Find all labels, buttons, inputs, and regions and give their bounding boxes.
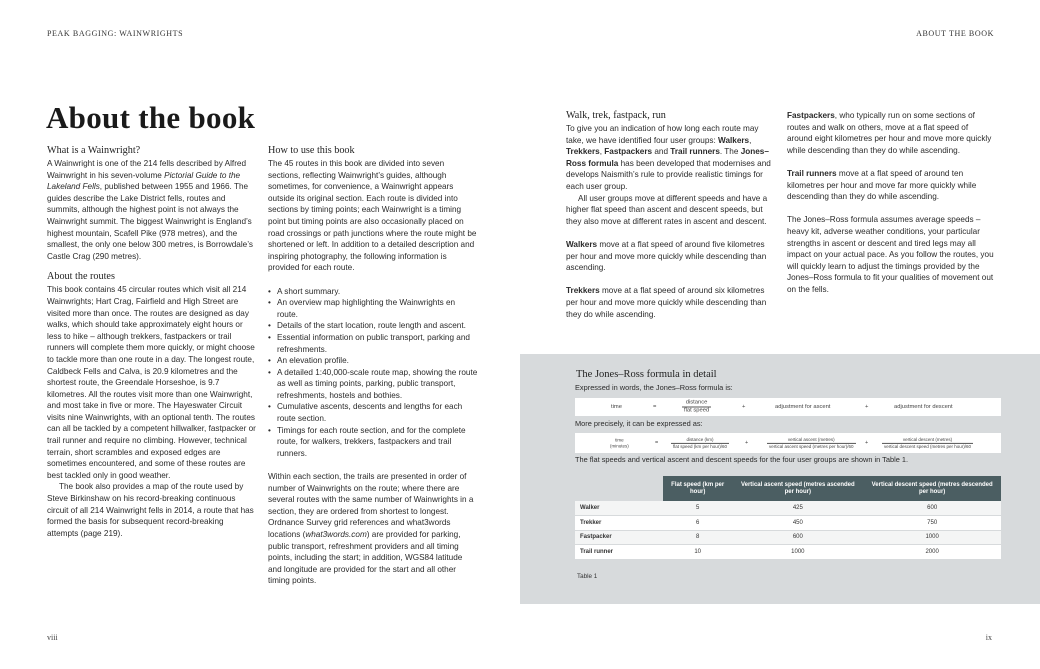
cell-descent: 2000 [863,545,1001,560]
column-header-flat: Flat speed (km per hour) [663,476,732,501]
cell-descent: 750 [863,516,1001,531]
cell-flat: 5 [663,501,732,516]
paragraph-routes: This book contains 45 circular routes which visit all 214 Wainwrights; Hart Crag, Fairfield and High Street are visited more than once. The routes are designed as day walks, which should take approximately eight hours or less to hike – although trekkers, fastpackers or trail runners will complete them more quickly, or might choose to tackle more than one route in a day. The longest route, Caldbeck Fells and Calva, is 20.9 kilometres and the shortest route, the Greendale Horseshoe, is 9.7 kilometres. All the routes visit more than one Wainwright, and most take in five or more. The Hayeswater Circuit visits nine Wainwrights, with an optional tenth. The routes can all be tackled by a competent hillwalker, fastpacker or trail runner and require no climbing. However, technical terrain, short scrambles and exposed edges are sometimes encountered, and some of these routes are best tackled only in good weather. [47,285,256,480]
list-item: • Details of the start location, route length and ascent. [268,320,478,332]
list-item: • Timings for each route section, and for the complete route, for walkers, trekkers, fastpackers and trail runners. [268,425,478,460]
cell-descent: 1000 [863,530,1001,545]
page-number-right: ix [985,633,992,642]
table-row [575,516,1001,531]
column-4 [787,110,995,296]
heading-about-the-routes: About the routes [47,271,115,283]
table-row [575,530,1001,545]
panel-intro-precise: More precisely, it can be expressed as: [575,419,703,428]
column-3 [566,110,772,320]
formula-plus: + [745,440,749,446]
table-row [575,545,1001,560]
cell-ascent: 425 [732,501,863,516]
panel-intro-words: Expressed in words, the Jones–Ross formula is: [575,383,733,392]
formula-equals: = [655,440,659,446]
list-item: • Essential information on public transport, parking and refreshments. [268,332,478,355]
formula-plus: + [742,404,746,410]
book-title: Pictorial Guide to the Lakeland Fells [47,170,241,192]
formula-equals: = [653,404,657,410]
formula-descent-term: adjustment for descent [894,404,953,410]
formula-plus: + [865,440,869,446]
paragraph-how-to-use: The 45 routes in this book are divided into seven sections, reflecting Wainwright’s guides, although sometimes, for convenience, a Wainwright appears outside its original section. Each route is divided into sections by timing points; each Wainwright is a timing point but timing points are also occasionally placed on road crossings or path junctions where the route might be shortened or left. In addition to a detailed description and inspiring photography, the following information is provided for each route. [268,159,477,273]
table-caption: Table 1 [577,573,598,580]
formula-time-minutes: time (minutes) [610,437,629,448]
column-header-ascent: Vertical ascent speed (metres ascended per hour) [732,476,863,501]
column-2 [268,145,478,587]
column-header-descent: Vertical descent speed (metres descended per hour) [863,476,1001,501]
cell-flat: 10 [663,545,732,560]
column-1 [47,145,256,539]
formula-ascent-term: $\frac{\text{vertical ascent (metres)}}{\text{vertical ascent speed (metres per hour)/60}}$ [769,436,854,449]
list-item: • Cumulative ascents, descents and lengths for each route section. [268,401,478,424]
panel-table-intro: The flat speeds and vertical ascent and descent speeds for the four user groups are shown in Table 1. [575,455,909,464]
row-label: Fastpacker [575,530,663,545]
cell-descent: 600 [863,501,1001,516]
panel-title: The Jones–Ross formula in detail [576,369,717,380]
what3words-link-text: what3words.com [305,530,367,539]
formula-ascent-term: adjustment for ascent [775,404,831,410]
paragraph-speeds: All user groups move at different speeds and have a higher flat speed than ascent and descent speeds, but they also move at different rates in ascent and descent. [566,193,768,226]
paragraph-fastpackers: Fastpackers, who typically run on some sections of routes and walk on others, move at a flat speed of around eight kilometres per hour and move more quickly while descending than they do while ascending. [787,111,992,155]
formula-words [575,398,1001,416]
list-item: • A short summary. [268,286,478,298]
paragraph-walkers: Walkers move at a flat speed of around five kilometres per hour and move more quickly while descending than ascending. [566,239,767,273]
cell-flat: 6 [663,516,732,531]
info-bullet-list [268,286,478,460]
formula-flat-term: $\frac{\text{distance (km)}}{\text{flat speed (km per hour)/60}}$ [673,436,728,449]
row-label: Trekker [575,516,663,531]
page-title: About the book [46,100,256,135]
list-item: • A detailed 1:40,000-scale route map, showing the route as well as timing points, parking, public transport, refreshments, hostels and bothies. [268,367,478,402]
running-header-right: ABOUT THE BOOK [916,29,994,38]
cell-ascent: 450 [732,516,863,531]
cell-ascent: 600 [732,530,863,545]
cell-flat: 8 [663,530,732,545]
paragraph-trail-runners: Trail runners move at a flat speed of around ten kilometres per hour and move far more quickly while descending than they do while ascending. [787,168,977,202]
heading-walk-trek: Walk, trek, fastpack, run [566,110,666,121]
list-item: • An elevation profile. [268,355,478,367]
heading-how-to-use: How to use this book [268,145,355,156]
formula-plus: + [865,404,869,410]
paragraph-average-speeds: The Jones–Ross formula assumes average speeds – heavy kit, adverse weather conditions, your particular strengths in ascent or descent and tired legs may all impact on your actual pace. As you follow the routes, you will quickly learn to adjust the timings provided by the Jones–Ross formula to fit your qualities of movement out on the fells. [787,215,994,294]
formula-precise [575,433,1001,453]
formula-descent-term: $\frac{\text{vertical descent (metres)}}{\text{vertical descent speed (metres per hour)/60}}$ [884,436,972,449]
row-label: Trail runner [575,545,663,560]
paragraph-trekkers: Trekkers move at a flat speed of around six kilometres per hour and move more quickly while descending than they do while ascending. [566,286,767,319]
table-row [575,501,1001,516]
cell-ascent: 1000 [732,545,863,560]
table-corner [575,476,663,501]
paragraph-wainwright: A Wainwright is one of the 214 fells described by Alfred Wainwright in his seven-volume Pictorial Guide to the Lakeland Fells, published between 1955 and 1966. The guides describe the Lake District fells, routes and summits, although the highest point is not always the Wainwright summit. The biggest Wainwright is England’s highest mountain, Scafell Pike (978 metres), and the smallest, the only one below 300 metres, is Borrowdale’s Castle Crag (290 metres). [47,159,254,261]
formula-fraction: $\frac{\text{distance}}{\text{flat speed}}$ [684,399,710,414]
heading-what-is-a-wainwright: What is a Wainwright? [47,145,141,156]
speeds-table [575,476,1001,560]
paragraph-birkinshaw: The book also provides a map of the route used by Steve Birkinshaw on his record-breaking continuous circuit of all 214 Wainwright fells in 2014, a route that has formed the basis for subsequent record-breaking attempts (page 219). [47,482,254,538]
formula-panel [520,354,1040,604]
list-item: • An overview map highlighting the Wainwrights en route. [268,297,478,320]
paragraph-user-groups: To give you an indication of how long each route may take, we have identified four user groups: Walkers, Trekkers, Fastpackers and Trail runners. The Jones–Ross formula has been developed that modernises and develops Naismith’s rule to provide realistic timings for each user group. [566,124,771,191]
row-label: Walker [575,501,663,516]
page-number-left: viii [47,633,58,642]
table-header-row [575,476,1001,501]
running-header-left: PEAK BAGGING: WAINWRIGHTS [47,29,184,38]
paragraph-ordering: Within each section, the trails are presented in order of number of Wainwrights on the route; where there are several routes with the same number of Wainwrights in a section, they are ordered from shortest to longest. Ordnance Survey grid references and what3words locations (what3words.com) are provided for parking, public transport, refreshment providers and all timing points, including the start; in addition, WGS84 latitude and longitude are provided for the start and all other timing points. [268,472,474,586]
formula-time: time [611,404,622,410]
